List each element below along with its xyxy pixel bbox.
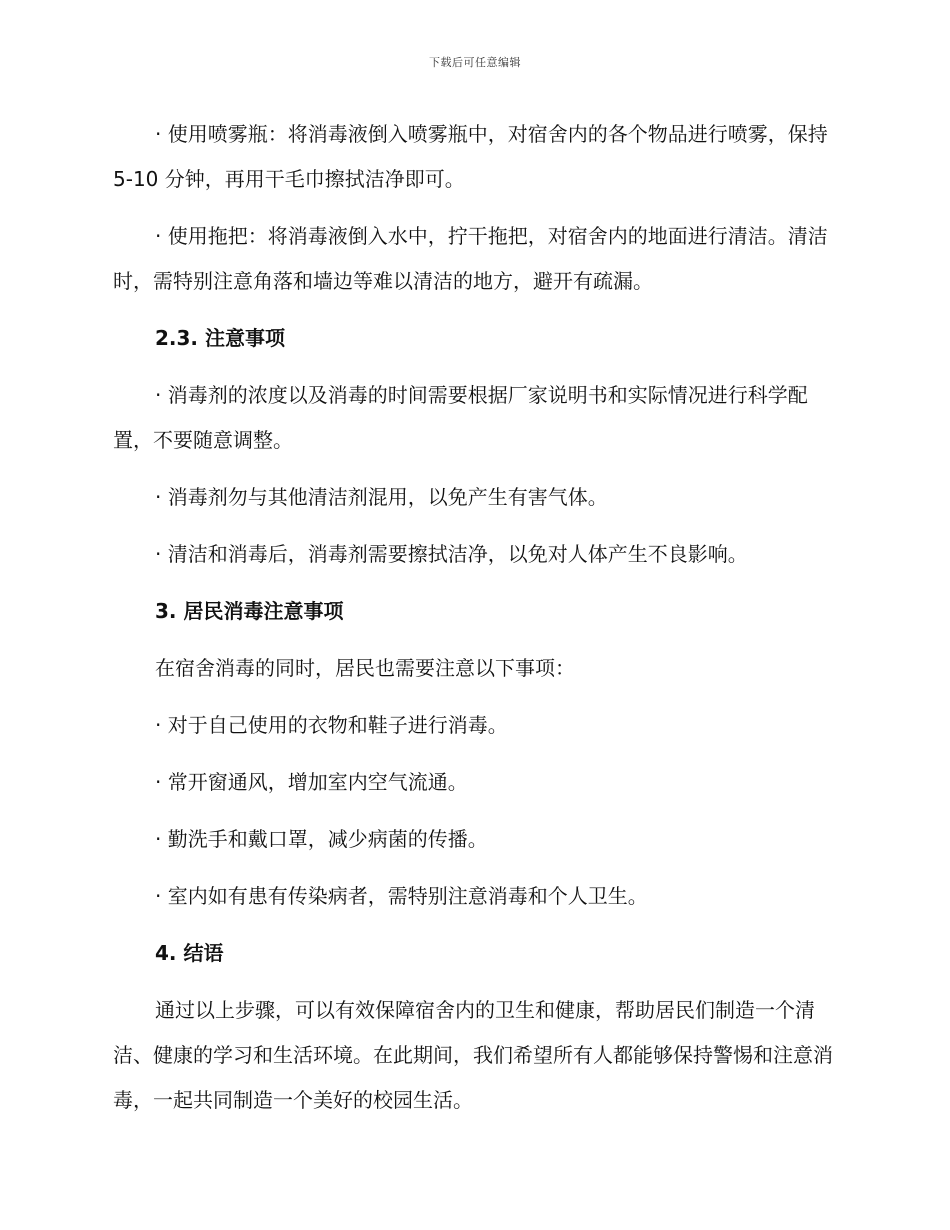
resident-intro: 在宿舍消毒的同时，居民也需要注意以下事项： bbox=[155, 656, 575, 680]
note-item: · 清洁和消毒后，消毒剂需要擦拭洁净，以免对人体产生不良影响。 bbox=[155, 542, 748, 566]
page-header-note: 下载后可任意编辑 bbox=[429, 56, 521, 69]
resident-item: · 室内如有患有传染病者，需特别注意消毒和个人卫生。 bbox=[155, 884, 648, 908]
note-item: · 消毒剂的浓度以及消毒的时间需要根据厂家说明书和实际情况进行科学配置，不要随意调整。 bbox=[113, 383, 808, 452]
note-item: · 消毒剂勿与其他清洁剂混用，以免产生有害气体。 bbox=[155, 485, 608, 509]
spray-bottle-paragraph: · 使用喷雾瓶：将消毒液倒入喷雾瓶中，对宿舍内的各个物品进行喷雾，保持 5-10 分钟，再用干毛巾擦拭洁净即可。 bbox=[113, 122, 828, 191]
resident-item: · 常开窗通风，增加室内空气流通。 bbox=[155, 770, 468, 794]
conclusion-heading: 4. 结语 bbox=[155, 941, 224, 965]
resident-heading: 3. 居民消毒注意事项 bbox=[155, 599, 344, 623]
conclusion-paragraph: 通过以上步骤，可以有效保障宿舍内的卫生和健康，帮助居民们制造一个清洁、健康的学习和生活环境。在此期间，我们希望所有人都能够保持警惕和注意消毒，一起共同制造一个美好的校园生活。 bbox=[113, 998, 833, 1112]
resident-item: · 对于自己使用的衣物和鞋子进行消毒。 bbox=[155, 713, 508, 737]
resident-item: · 勤洗手和戴口罩，减少病菌的传播。 bbox=[155, 827, 488, 851]
notes-heading: 2.3. 注意事项 bbox=[155, 326, 285, 350]
mop-paragraph: · 使用拖把：将消毒液倒入水中，拧干拖把，对宿舍内的地面进行清洁。清洁时，需特别注意角落和墙边等难以清洁的地方，避开有疏漏。 bbox=[113, 224, 828, 293]
document-body bbox=[113, 112, 835, 1135]
